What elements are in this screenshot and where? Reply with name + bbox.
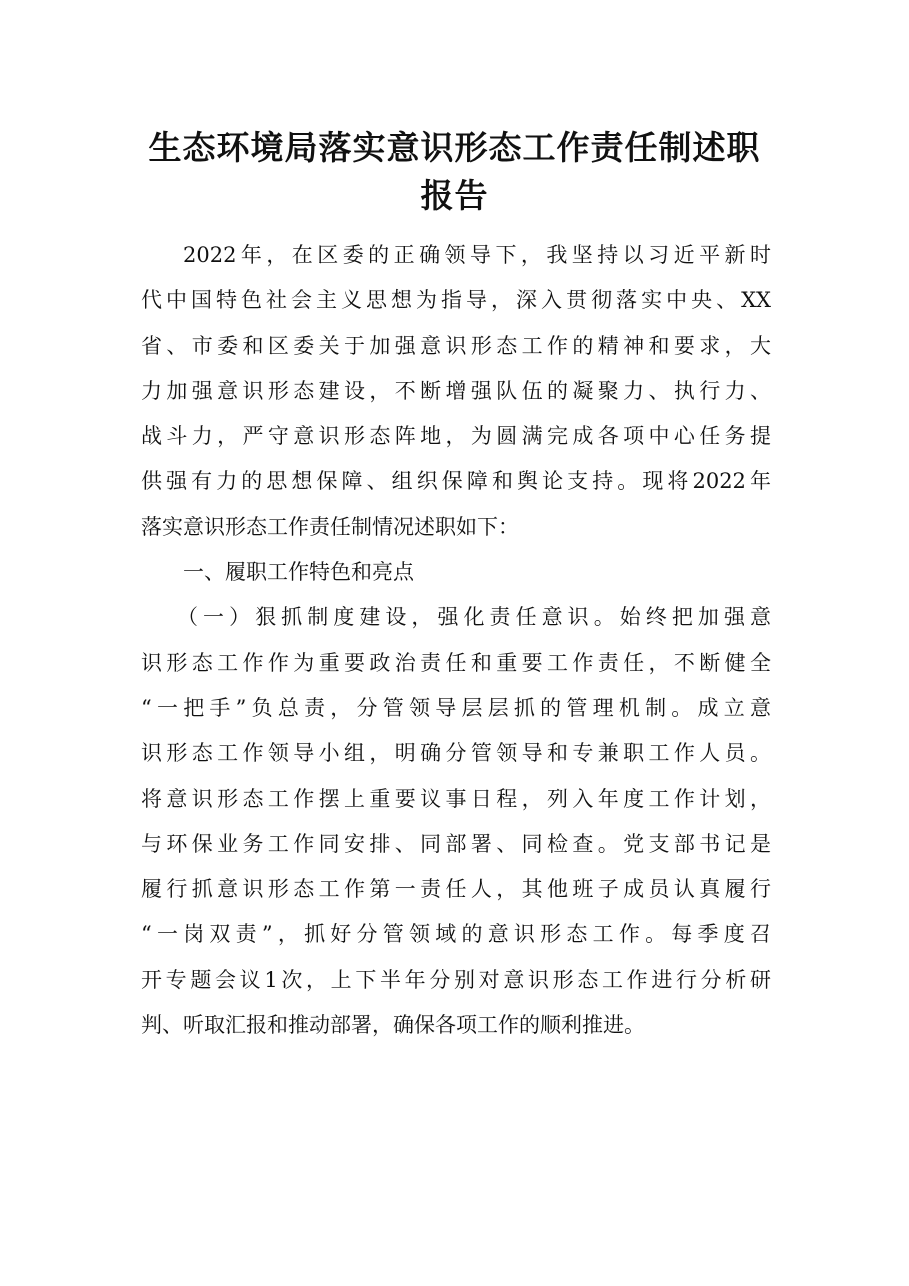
paragraph-1-line: 落实意识形态工作责任制情况述职如下： [141, 514, 519, 539]
paragraph-1-line: 省、市委和区委关于加强意识形态工作的精神和要求，大 [141, 333, 771, 358]
paragraph-2-line: 判、听取汇报和推动部署，确保各项工作的顺利推进。 [141, 1013, 645, 1038]
paragraph-2-line: 与环保业务工作同安排、同部署、同检查。党支部书记是 [141, 831, 771, 856]
section-1-heading: 一、履职工作特色和亮点 [183, 560, 414, 585]
paragraph-2-line: 开专题会议1次，上下半年分别对意识形态工作进行分析研 [141, 967, 771, 992]
paragraph-1-line: 代中国特色社会主义思想为指导，深入贯彻落实中央、XX [141, 288, 771, 313]
paragraph-2-line: （一）狠抓制度建设，强化责任意识。始终把加强意 [177, 605, 771, 630]
paragraph-2-line: 识形态工作领导小组，明确分管领导和专兼职工作人员。 [141, 741, 771, 766]
paragraph-1-line: 力加强意识形态建设，不断增强队伍的凝聚力、执行力、 [141, 378, 771, 403]
paragraph-2-line: 履行抓意识形态工作第一责任人，其他班子成员认真履行 [141, 877, 771, 902]
document-title-line-2: 报告 [420, 176, 489, 215]
paragraph-2-line: 将意识形态工作摆上重要议事日程，列入年度工作计划， [141, 786, 771, 811]
paragraph-2-line: 识形态工作作为重要政治责任和重要工作责任，不断健全 [141, 650, 771, 675]
paragraph-1-line: 2022年，在区委的正确领导下，我坚持以习近平新时 [183, 243, 771, 267]
document-title-line-1: 生态环境局落实意识形态工作责任制述职 [148, 128, 761, 167]
paragraph-1-line: 供强有力的思想保障、组织保障和舆论支持。现将2022年 [141, 469, 771, 494]
paragraph-2-line: “一岗双责”，抓好分管领域的意识形态工作。每季度召 [141, 922, 771, 947]
paragraph-2-line: “一把手”负总责，分管领导层层抓的管理机制。成立意 [141, 695, 771, 720]
document-body [141, 233, 771, 1048]
paragraph-1-line: 战斗力，严守意识形态阵地，为圆满完成各项中心任务提 [141, 424, 771, 449]
